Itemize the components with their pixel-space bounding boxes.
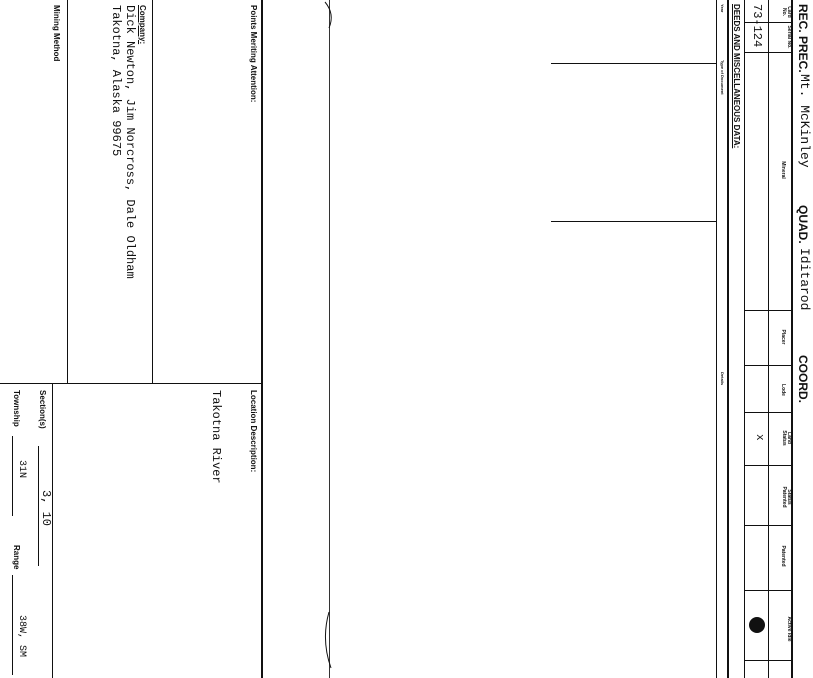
points-label: Points Meriting Attention: <box>249 5 258 103</box>
placer-header: Placer <box>780 329 786 345</box>
township-underline <box>12 436 13 516</box>
mining-rule <box>67 0 68 383</box>
land-status-header: Land Status <box>781 430 792 446</box>
quad-label: QUAD. <box>796 205 810 244</box>
card-value: 73-124 <box>750 4 764 48</box>
township-label: Township <box>12 390 21 427</box>
active-idle-header: Active Idle <box>786 616 792 642</box>
col-sep <box>745 412 793 413</box>
active-marker <box>749 617 765 633</box>
patented-header: Patented <box>780 545 786 567</box>
location-divider <box>0 383 263 384</box>
land-status-mark: x <box>753 434 765 441</box>
coord-label: COORD. <box>796 355 810 403</box>
section-underline <box>38 446 39 566</box>
mineral-header: Mineral <box>780 161 786 179</box>
section-rule <box>261 0 263 678</box>
hand-curve <box>317 610 337 670</box>
township-value: 31N <box>16 460 27 479</box>
location-label: Location Description: <box>249 390 258 473</box>
company-rule <box>152 0 153 383</box>
col-sep <box>745 365 793 366</box>
deeds-details-header: Details <box>720 372 725 386</box>
col-sep <box>745 52 793 53</box>
range-value: 38W, SM <box>16 615 27 658</box>
section-label: Section(s) <box>38 390 47 429</box>
col-sep <box>745 525 793 526</box>
col-sep <box>745 590 793 591</box>
col-sep <box>745 310 793 311</box>
company-line1: Dick Newton, Jim Norcross, Dale Oldham <box>123 5 137 279</box>
section-value: 3, 10 <box>39 490 53 527</box>
deeds-col-sep <box>551 221 717 222</box>
legal-rule <box>52 383 53 678</box>
deeds-col-sep <box>551 63 717 64</box>
lode-header: Lode <box>780 384 786 396</box>
range-label: Range <box>12 545 21 570</box>
quad-value: Mt. McKinley <box>797 74 812 168</box>
deeds-title-rule <box>727 0 729 678</box>
company-label: Company: <box>138 5 147 45</box>
data-row-rule <box>744 0 745 678</box>
deeds-type-header: Type of Document <box>720 60 725 95</box>
column-header-rule <box>768 0 769 678</box>
location-value: Takotna River <box>209 390 223 484</box>
card-no-header: Card No. <box>781 6 792 18</box>
rec-prec-label: REC. PREC. <box>796 4 810 73</box>
col-sep <box>745 660 793 661</box>
status-patented-header: Status Patented <box>781 486 792 508</box>
company-line2: Takotna, Alaska 99675 <box>109 5 123 157</box>
range-underline <box>12 575 13 675</box>
mining-method-label: Mining Method <box>52 5 61 62</box>
deeds-year-header: Year <box>720 4 725 13</box>
serial-no-header: Serial No. <box>786 25 792 49</box>
col-sep <box>745 465 793 466</box>
header-rule <box>791 0 793 678</box>
deeds-title: DEEDS AND MISCELLANEOUS DATA: <box>732 4 741 149</box>
ruled-line <box>329 0 330 678</box>
hand-curve <box>317 0 337 30</box>
deeds-header-rule <box>716 0 717 678</box>
quad2-value: Iditarod <box>797 248 812 311</box>
